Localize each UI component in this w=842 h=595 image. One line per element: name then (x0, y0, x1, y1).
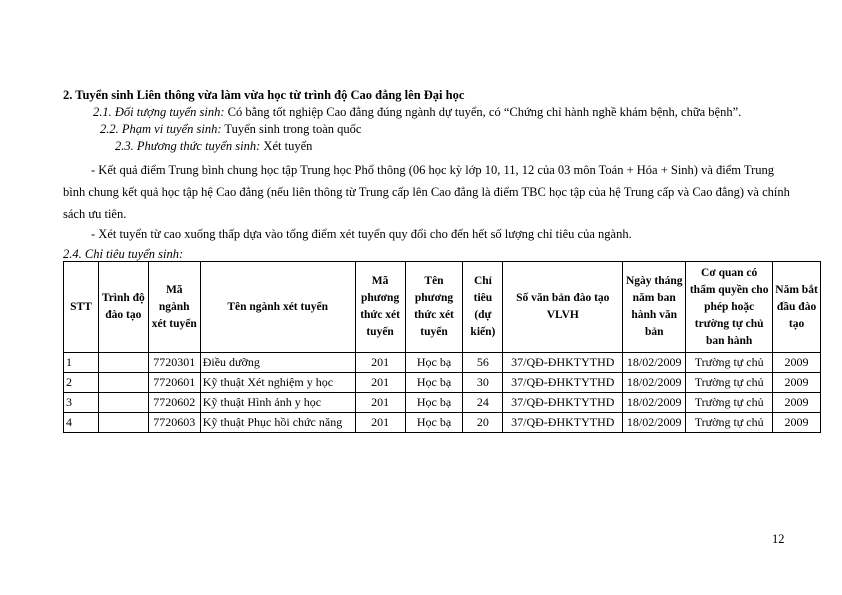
paragraph-criteria: - Kết quả điểm Trung bình chung học tập Trung học Phổ thông (06 học kỳ lớp 10, 11, 12 của 03 môn Toán + Hóa + Sinh) và điểm Trung bình chung kết quả học tập hệ Cao đẳng (nếu liên thông từ Trung cấp lên Cao đẳng là điểm TBC học tập của hệ Trung cấp và Cao đẳng) và chính sách ưu tiên. (63, 163, 790, 221)
cell-stt: 2 (64, 373, 99, 393)
cell-nam-bat-dau: 2009 (773, 413, 821, 433)
cell-co-quan: Trường tự chủ (686, 373, 773, 393)
cell-ma-nganh: 7720603 (148, 413, 200, 433)
cell-trinh-do (98, 393, 148, 413)
cell-ten-nganh: Kỹ thuật Phục hồi chức năng (200, 413, 355, 433)
cell-ma-nganh: 7720601 (148, 373, 200, 393)
cell-nam-bat-dau: 2009 (773, 353, 821, 373)
cell-chi-tieu: 56 (463, 353, 503, 373)
subsection-2-3-text: Xét tuyển (260, 139, 313, 153)
subsection-2-3 (115, 139, 312, 154)
cell-co-quan: Trường tự chủ (686, 353, 773, 373)
cell-so-van-ban: 37/QĐ-ĐHKTYTHD (503, 393, 623, 413)
cell-ten-phuong-thuc: Học bạ (405, 373, 463, 393)
cell-nam-bat-dau: 2009 (773, 393, 821, 413)
cell-nam-bat-dau: 2009 (773, 373, 821, 393)
enrollment-quota-table (63, 261, 821, 433)
cell-so-van-ban: 37/QĐ-ĐHKTYTHD (503, 413, 623, 433)
cell-ma-phuong-thuc: 201 (355, 413, 405, 433)
cell-ma-nganh: 7720602 (148, 393, 200, 413)
subsection-2-2-label: 2.2. Phạm vi tuyển sinh: (100, 122, 222, 136)
cell-ngay-thang: 18/02/2009 (623, 373, 686, 393)
cell-stt: 1 (64, 353, 99, 373)
cell-so-van-ban: 37/QĐ-ĐHKTYTHD (503, 373, 623, 393)
header-so-van-ban: Số văn bản đào tạo VLVH (503, 262, 623, 353)
cell-so-van-ban: 37/QĐ-ĐHKTYTHD (503, 353, 623, 373)
table-header-row (64, 262, 821, 353)
cell-chi-tieu: 20 (463, 413, 503, 433)
cell-co-quan: Trường tự chủ (686, 393, 773, 413)
header-ten-phuong-thuc: Tên phương thức xét tuyển (405, 262, 463, 353)
subsection-2-4-label: 2.4. Chỉ tiêu tuyển sinh: (63, 247, 184, 261)
subsection-2-3-label: 2.3. Phương thức tuyển sinh: (115, 139, 261, 153)
subsection-2-1 (93, 105, 741, 120)
table-row (64, 353, 821, 373)
subsection-2-2-text: Tuyển sinh trong toàn quốc (221, 122, 362, 136)
cell-ngay-thang: 18/02/2009 (623, 413, 686, 433)
header-chi-tieu: Chỉ tiêu (dự kiến) (463, 262, 503, 353)
subsection-2-1-text: Có bằng tốt nghiệp Cao đẳng đúng ngành dự tuyển, có “Chứng chỉ hành nghề khám bệnh, chữa bệnh”. (224, 105, 742, 119)
cell-trinh-do (98, 373, 148, 393)
cell-ten-nganh: Kỹ thuật Hình ảnh y học (200, 393, 355, 413)
table-row (64, 413, 821, 433)
header-ma-phuong-thuc: Mã phương thức xét tuyển (355, 262, 405, 353)
cell-ma-phuong-thuc: 201 (355, 373, 405, 393)
cell-ten-phuong-thuc: Học bạ (405, 353, 463, 373)
cell-ten-nganh: Điều dưỡng (200, 353, 355, 373)
page-number: 12 (772, 532, 785, 546)
cell-trinh-do (98, 353, 148, 373)
cell-ten-phuong-thuc: Học bạ (405, 393, 463, 413)
header-trinh-do: Trình độ đào tạo (98, 262, 148, 353)
cell-ma-phuong-thuc: 201 (355, 393, 405, 413)
table-row (64, 393, 821, 413)
header-nam-bat-dau: Năm bắt đầu đào tạo (773, 262, 821, 353)
cell-stt: 3 (64, 393, 99, 413)
cell-ngay-thang: 18/02/2009 (623, 393, 686, 413)
cell-co-quan: Trường tự chủ (686, 413, 773, 433)
cell-ma-nganh: 7720301 (148, 353, 200, 373)
cell-chi-tieu: 24 (463, 393, 503, 413)
cell-trinh-do (98, 413, 148, 433)
header-ten-nganh: Tên ngành xét tuyển (200, 262, 355, 353)
header-ma-nganh: Mã ngành xét tuyển (148, 262, 200, 353)
cell-chi-tieu: 30 (463, 373, 503, 393)
cell-ten-nganh: Kỹ thuật Xét nghiệm y học (200, 373, 355, 393)
subsection-2-1-label: 2.1. Đối tượng tuyển sinh: (93, 105, 225, 119)
cell-ma-phuong-thuc: 201 (355, 353, 405, 373)
subsection-2-2 (100, 122, 361, 137)
paragraph-ranking: - Xét tuyển từ cao xuống thấp dựa vào tổng điểm xét tuyển quy đổi cho đến hết số lượng chỉ tiêu của ngành. (91, 227, 632, 241)
table-row (64, 373, 821, 393)
cell-stt: 4 (64, 413, 99, 433)
section-heading: 2. Tuyển sinh Liên thông vừa làm vừa học từ trình độ Cao đẳng lên Đại học (63, 88, 465, 102)
cell-ngay-thang: 18/02/2009 (623, 353, 686, 373)
header-stt: STT (64, 262, 99, 353)
header-co-quan: Cơ quan có thẩm quyền cho phép hoặc trường tự chủ ban hành (686, 262, 773, 353)
header-ngay-thang: Ngày tháng năm ban hành văn bản (623, 262, 686, 353)
cell-ten-phuong-thuc: Học bạ (405, 413, 463, 433)
